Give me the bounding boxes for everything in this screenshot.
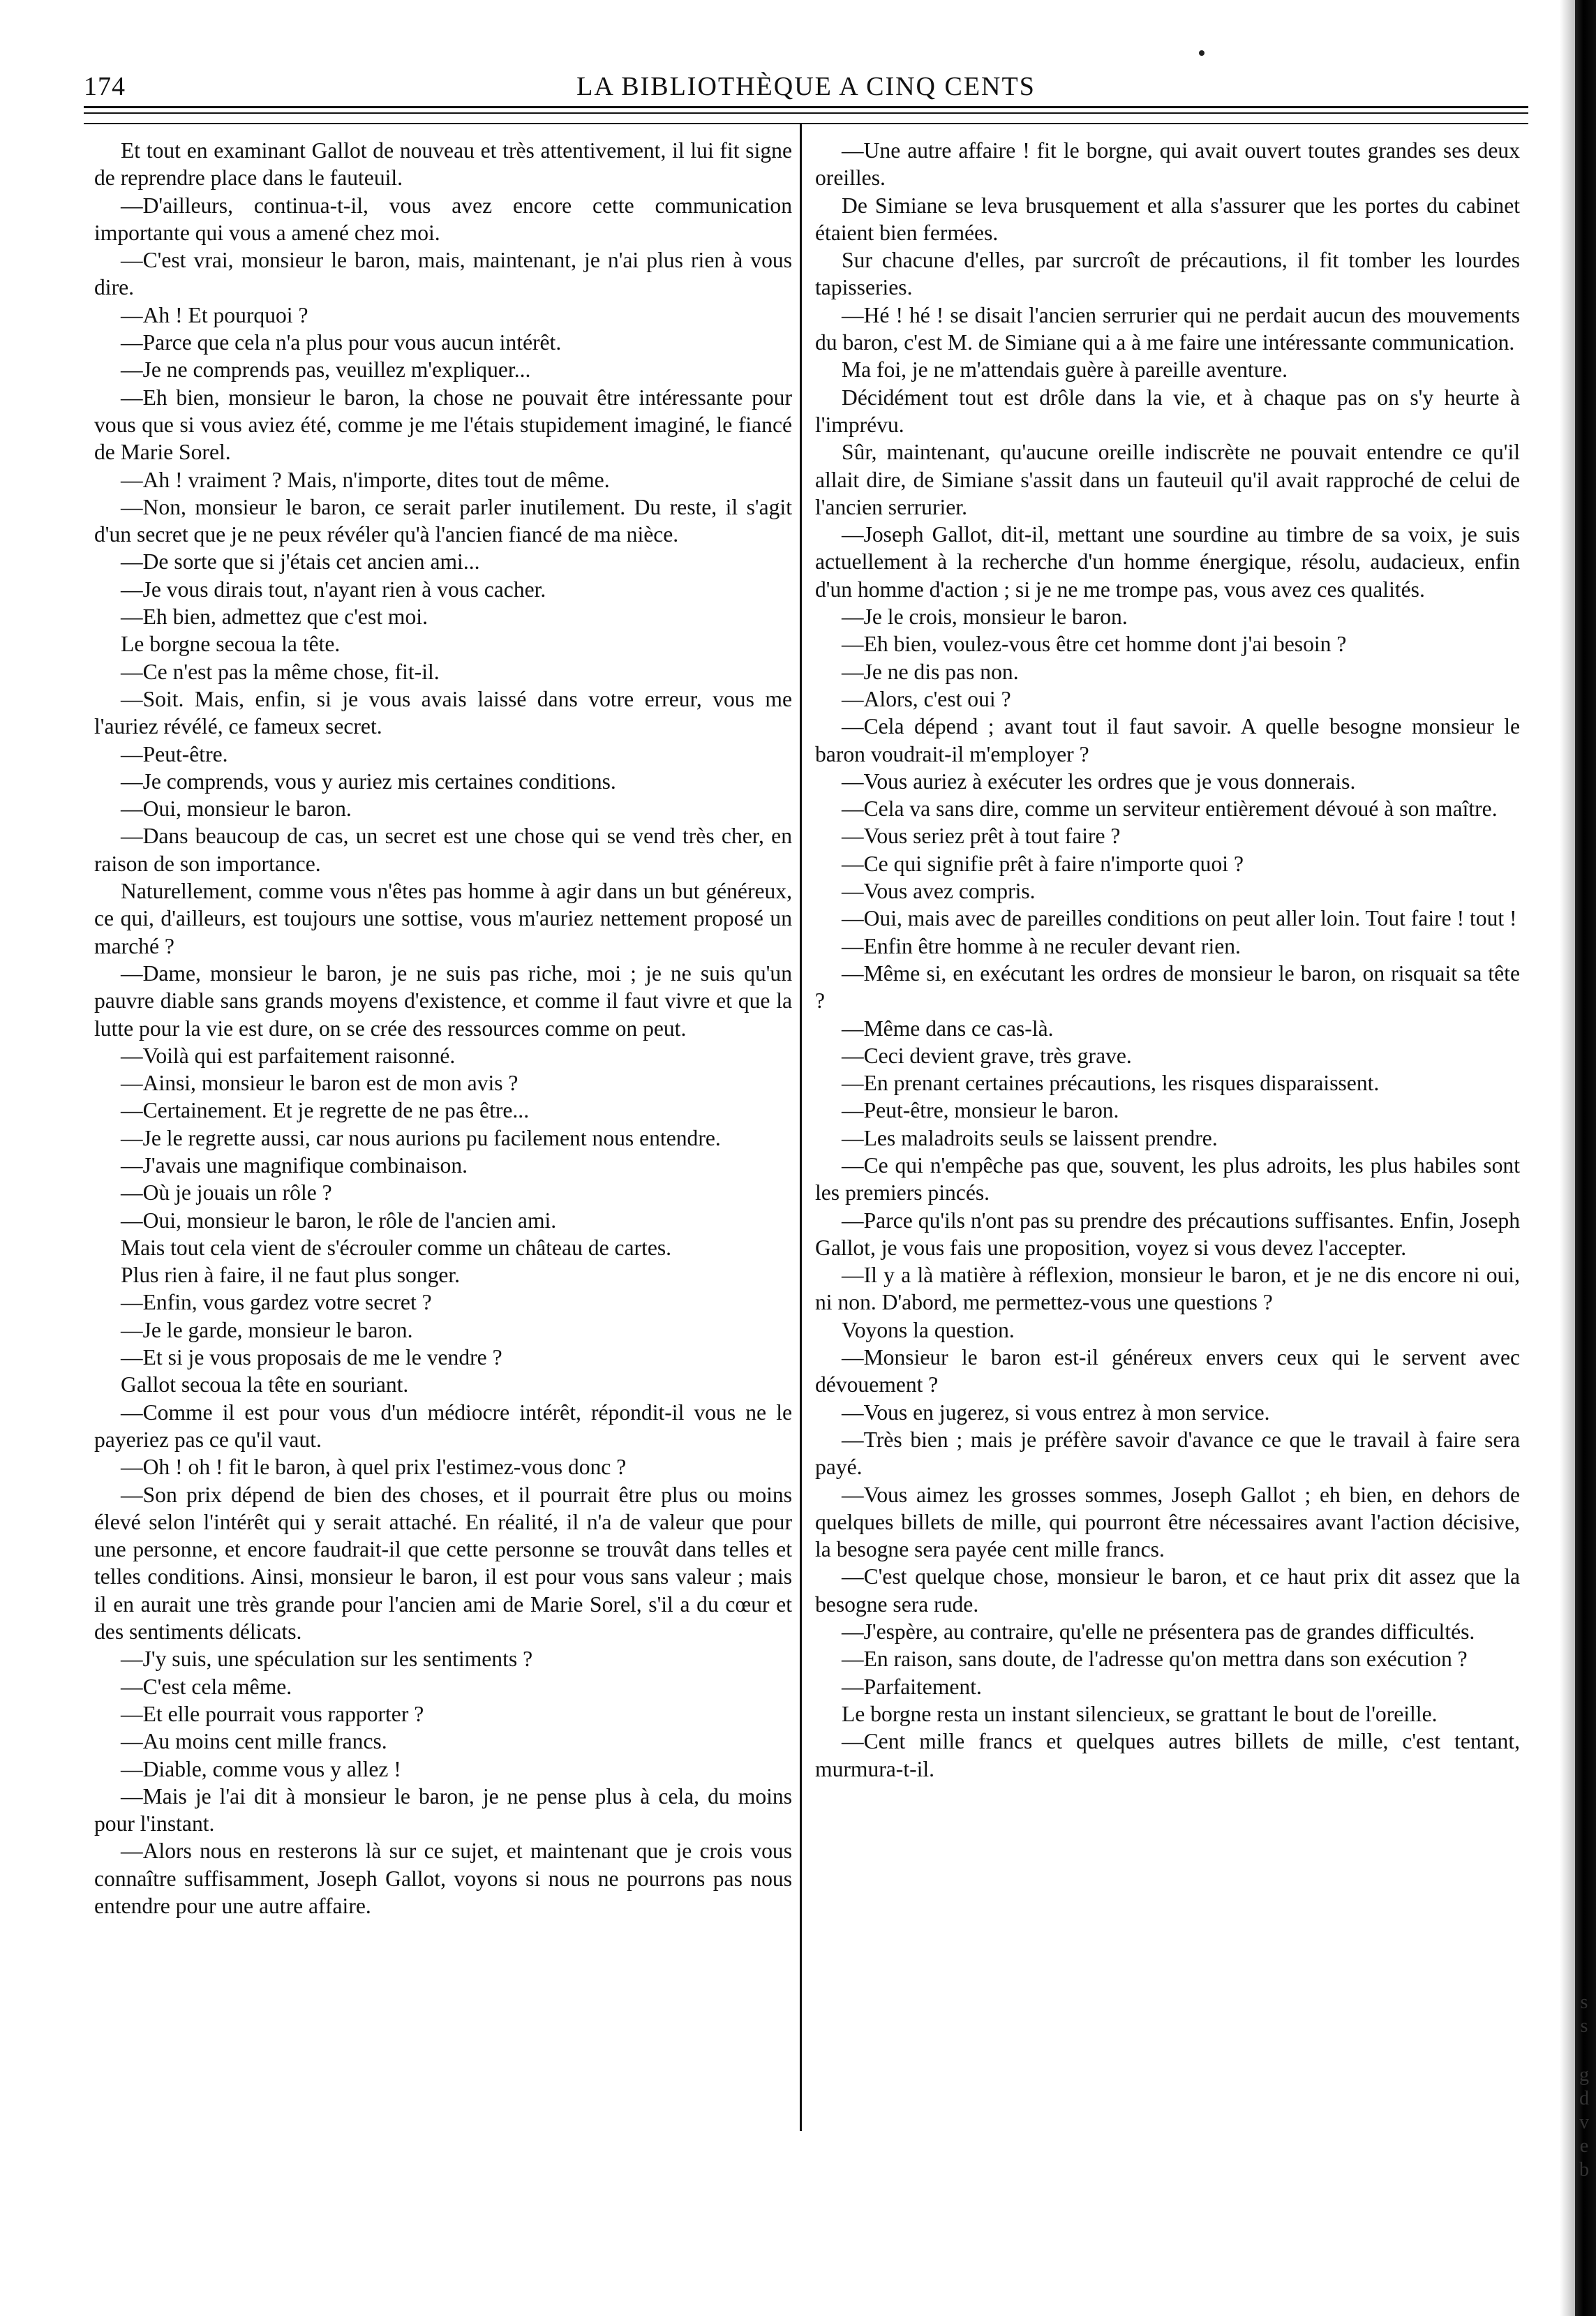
paragraph: —Son prix dépend de bien des choses, et il pourrait être plus ou moins élevé selon l'intérêt qui y serait attaché. En réalité, il n'a de valeur que pour une personne, et encore faudrait-il que cette personne se trouvât dans telles et telles conditions. Ainsi, monsieur le baron, il est pour vous sans valeur ; mais il en aurait une très grande pour l'ancien ami de Marie Sorel, s'il a du cœur et des sentiments délicats. (94, 1482, 792, 1645)
paragraph: —Vous seriez prêt à tout faire ? (842, 824, 1121, 849)
paragraph: —Oh ! oh ! fit le baron, à quel prix l'estimez-vous donc ? (121, 1455, 627, 1480)
paragraph: —Eh bien, admettez que c'est moi. (121, 604, 428, 630)
paragraph: —Ce qui signifie prêt à faire n'importe quoi ? (842, 851, 1244, 876)
page-header (84, 70, 1528, 112)
paragraph: —Ceci devient grave, très grave. (842, 1043, 1132, 1068)
margin-letter: v (1579, 2111, 1589, 2133)
paragraph: —Non, monsieur le baron, ce serait parler inutilement. Du reste, il s'agit d'un secret que je ne peux révéler qu'à l'ancien fiancé de ma nièce. (94, 494, 792, 547)
paragraph: —C'est quelque chose, monsieur le baron, et ce haut prix dit assez que la besogne sera rude. (815, 1564, 1520, 1617)
paragraph: —Mais je l'ai dit à monsieur le baron, je ne pense plus à cela, du moins pour l'instant. (94, 1783, 792, 1836)
paragraph: —Eh bien, voulez-vous être cet homme dont j'ai besoin ? (842, 632, 1347, 657)
paragraph: —Vous aimez les grosses sommes, Joseph Gallot ; eh bien, en dehors de quelques billets de mille, qui pourront être nécessaires avant l'action décisive, la besogne sera payée cent mille francs. (815, 1482, 1520, 1562)
margin-letter: s (1580, 1991, 1588, 2013)
paragraph: —Les maladroits seuls se laissent prendre. (842, 1125, 1218, 1150)
paragraph: —Parfaitement. (842, 1674, 982, 1699)
paragraph: —Vous avez compris. (842, 879, 1036, 904)
paragraph: —C'est vrai, monsieur le baron, mais, maintenant, je n'ai plus rien à vous dire. (94, 248, 792, 300)
paragraph: —Peut-être, monsieur le baron. (842, 1098, 1119, 1123)
paragraph: —Cela dépend ; avant tout il faut savoir. A quelle besogne monsieur le baron voudrait-il m'employer ? (815, 714, 1520, 766)
margin-letter: e (1579, 2135, 1589, 2157)
paragraph: —Je comprends, vous y auriez mis certaines conditions. (121, 769, 616, 794)
paragraph: Naturellement, comme vous n'êtes pas homme à agir dans un but généreux, ce qui, d'ailleurs, est toujours une sottise, vous m'auriez nettement proposé un marché ? (94, 879, 792, 958)
paragraph: —Je vous dirais tout, n'ayant rien à vous cacher. (121, 577, 546, 602)
column-divider (800, 124, 802, 2131)
paragraph: —D'ailleurs, continua-t-il, vous avez encore cette communication importante qui vous a amené chez moi. (94, 193, 792, 245)
paragraph: —En raison, sans doute, de l'adresse qu'on mettra dans son exécution ? (842, 1647, 1468, 1672)
right-column (815, 137, 1520, 2130)
paragraph: —Il y a là matière à réflexion, monsieur le baron, et je ne dis encore ni oui, ni non. D'abord, me permettez-vous une questions ? (815, 1263, 1520, 1315)
paragraph: —Oui, monsieur le baron. (121, 796, 352, 822)
margin-letter: b (1579, 2159, 1589, 2181)
paragraph: —Très bien ; mais je préfère savoir d'avance ce que le travail à faire sera payé. (815, 1427, 1520, 1480)
paragraph: —Cela va sans dire, comme un serviteur entièrement dévoué à son maître. (842, 796, 1498, 822)
margin-letters (1574, 1991, 1595, 2182)
ink-speck (1199, 50, 1205, 56)
paragraph: —Enfin être homme à ne reculer devant rien. (842, 933, 1241, 958)
paragraph: —Au moins cent mille francs. (121, 1729, 387, 1754)
paragraph: —Dans beaucoup de cas, un secret est une chose qui se vend très cher, en raison de son importance. (94, 824, 792, 876)
paragraph: —J'espère, au contraire, qu'elle ne présentera pas de grandes difficultés. (842, 1619, 1475, 1645)
paragraph: —Ce n'est pas la même chose, fit-il. (121, 659, 440, 684)
paragraph: —Ah ! vraiment ? Mais, n'importe, dites tout de même. (121, 467, 610, 492)
paragraph: —Je le crois, monsieur le baron. (842, 604, 1128, 630)
paragraph: Sur chacune d'elles, par surcroît de précautions, il fit tomber les lourdes tapisseries. (815, 248, 1520, 300)
paragraph: De Simiane se leva brusquement et alla s'assurer que les portes du cabinet étaient bien fermées. (815, 193, 1520, 245)
paragraph: —Alors, c'est oui ? (842, 686, 1011, 711)
paragraph: —Parce qu'ils n'ont pas su prendre des précautions suffisantes. Enfin, Joseph Gallot, je vous fais une proposition, voyez si vous devez l'accepter. (815, 1208, 1520, 1260)
margin-letter: g (1579, 2064, 1589, 2086)
paragraph: —Je ne dis pas non. (842, 659, 1019, 684)
paragraph: —Eh bien, monsieur le baron, la chose ne pouvait être intéressante pour vous que si vous aviez été, comme je me l'étais stupidement imaginé, le fiancé de Marie Sorel. (94, 385, 792, 465)
paragraph: —Où je jouais un rôle ? (121, 1180, 332, 1205)
paragraph: —Vous auriez à exécuter les ordres que je vous donnerais. (842, 769, 1356, 794)
paragraph: Le borgne resta un instant silencieux, se grattant le bout de l'oreille. (842, 1701, 1438, 1726)
paragraph: —Peut-être. (121, 741, 228, 766)
paragraph: Sûr, maintenant, qu'aucune oreille indiscrète ne pouvait entendre ce qu'il allait dire, de Simiane s'assit dans un fauteuil qu'il avait rapproché de celui de l'ancien serrurier. (815, 440, 1520, 519)
paragraph: —Enfin, vous gardez votre secret ? (121, 1290, 432, 1315)
paragraph: —Comme il est pour vous d'un médiocre intérêt, répondit-il vous ne le payeriez pas ce qu'il vaut. (94, 1400, 792, 1452)
paragraph: Plus rien à faire, il ne faut plus songer. (121, 1263, 461, 1288)
paragraph: —Ah ! Et pourquoi ? (121, 302, 308, 327)
paragraph: —Je le regrette aussi, car nous aurions pu facilement nous entendre. (121, 1125, 721, 1150)
paragraph: Voyons la question. (842, 1317, 1015, 1342)
paragraph: —Dame, monsieur le baron, je ne suis pas riche, moi ; je ne suis qu'un pauvre diable sans grands moyens d'existence, et comme il faut vivre et que la lutte pour la vie est dure, on se crée des ressources comme on peut. (94, 960, 792, 1041)
paragraph: —Certainement. Et je regrette de ne pas être... (121, 1098, 530, 1123)
paragraph: —Même si, en exécutant les ordres de monsieur le baron, on risquait sa tête ? (815, 960, 1520, 1014)
paragraph: —J'avais une magnifique combinaison. (121, 1152, 468, 1178)
margin-letter: d (1579, 2088, 1589, 2109)
paragraph: —Et si je vous proposais de me le vendre ? (121, 1345, 502, 1370)
margin-letter: s (1580, 2015, 1588, 2037)
paragraph: —Je ne comprends pas, veuillez m'expliquer... (121, 357, 531, 383)
paragraph: —Alors nous en resterons là sur ce sujet, et maintenant que je crois vous connaître suffisamment, Joseph Gallot, voyons si nous ne pourrons pas nous entendre pour une autre affaire. (94, 1839, 792, 1918)
page-shadow (1560, 0, 1575, 2316)
paragraph: —De sorte que si j'étais cet ancien ami... (121, 549, 480, 574)
paragraph: —Oui, monsieur le baron, le rôle de l'ancien ami. (121, 1208, 557, 1233)
paragraph: —Soit. Mais, enfin, si je vous avais laissé dans votre erreur, vous me l'auriez révélé, ce fameux secret. (94, 686, 792, 739)
paragraph: —Ainsi, monsieur le baron est de mon avis ? (121, 1071, 519, 1096)
paragraph: Décidément tout est drôle dans la vie, et à chaque pas on s'y heurte à l'imprévu. (815, 385, 1520, 437)
header-rule (84, 106, 1528, 108)
paragraph: —C'est cela même. (121, 1674, 292, 1699)
paragraph: Et tout en examinant Gallot de nouveau et très attentivement, il lui fit signe de reprendre place dans le fauteuil. (94, 138, 792, 191)
running-title: LA BIBLIOTHÈQUE A CINQ CENTS (576, 72, 1036, 101)
paragraph: —Même dans ce cas-là. (842, 1016, 1054, 1041)
paragraph: —Et elle pourrait vous rapporter ? (121, 1701, 424, 1726)
left-column (94, 137, 792, 2130)
paragraph: —En prenant certaines précautions, les risques disparaissent. (842, 1071, 1380, 1096)
paragraph: —Diable, comme vous y allez ! (121, 1756, 401, 1781)
paragraph: —Hé ! hé ! se disait l'ancien serrurier qui ne perdait aucun des mouvements du baron, c'est M. de Simiane qui a à me faire une intéressante communication. (815, 302, 1520, 355)
paragraph: —Vous en jugerez, si vous entrez à mon service. (842, 1400, 1270, 1425)
paragraph: —Je le garde, monsieur le baron. (121, 1317, 413, 1342)
paragraph: Gallot secoua la tête en souriant. (121, 1372, 409, 1397)
paragraph: —Parce que cela n'a plus pour vous aucun intérêt. (121, 330, 562, 355)
paragraph: —Ce qui n'empêche pas que, souvent, les plus adroits, les plus habiles sont les premiers pincés. (815, 1152, 1520, 1205)
paragraph: —Joseph Gallot, dit-il, mettant une sourdine au timbre de sa voix, je suis actuellement à la recherche d'un homme énergique, résolu, audacieux, enfin d'un homme d'action ; si je ne me trompe pas, vous avez ces qualités. (815, 522, 1520, 602)
paragraph: —Oui, mais avec de pareilles conditions on peut aller loin. Tout faire ! tout ! (842, 906, 1517, 931)
binding-edge (1575, 0, 1596, 2316)
paragraph: —Voilà qui est parfaitement raisonné. (121, 1043, 456, 1068)
paragraph: —J'y suis, une spéculation sur les sentiments ? (121, 1647, 533, 1672)
header-rule (84, 112, 1528, 114)
header-rule (84, 123, 1528, 124)
page-number: 174 (84, 72, 126, 101)
paragraph: Le borgne secoua la tête. (121, 632, 341, 657)
paragraph: —Une autre affaire ! fit le borgne, qui avait ouvert toutes grandes ses deux oreilles. (815, 138, 1520, 191)
paragraph: —Monsieur le baron est-il généreux envers ceux qui le servent avec dévouement ? (815, 1345, 1520, 1397)
paragraph: —Cent mille francs et quelques autres billets de mille, c'est tentant, murmura-t-il. (815, 1729, 1520, 1781)
paragraph: Mais tout cela vient de s'écrouler comme un château de cartes. (121, 1235, 672, 1260)
paragraph: Ma foi, je ne m'attendais guère à pareille aventure. (842, 357, 1288, 383)
